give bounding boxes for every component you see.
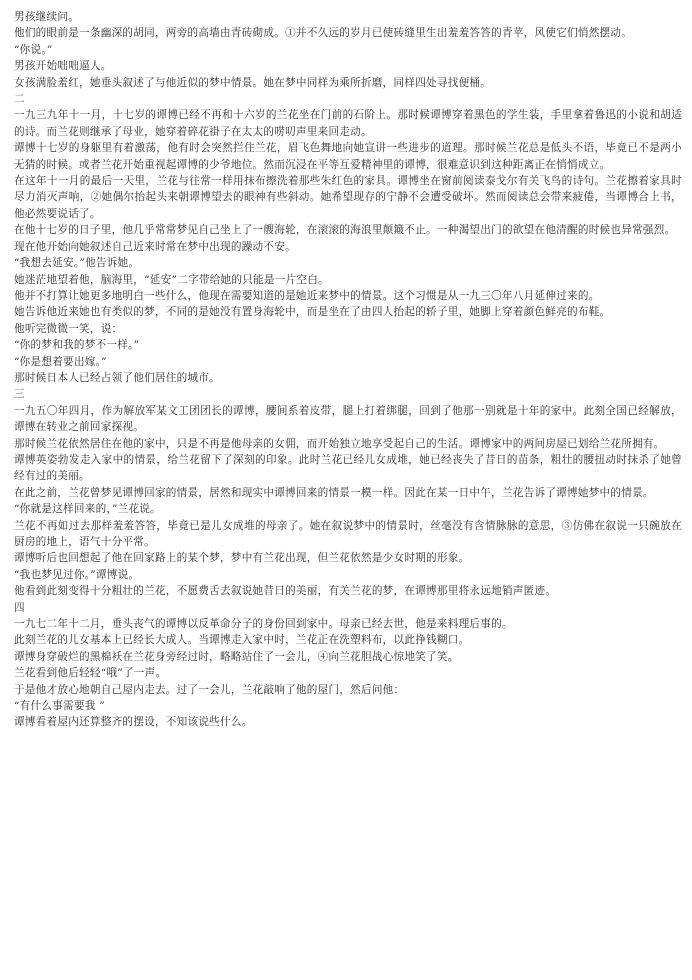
paragraph: 在这年十一月的最后一天里，兰花与往常一样用抹布擦洗着那些朱红色的家具。谭博坐在窗前阅读泰戈尔有关飞鸟的诗句。兰花擦着家具时尽力消灭声响，②她偶尔抬起头来朝谭博望去的眼神有些斜动。她希望现存的宁静不会遭受破坏。然而阅读总会带来疲倦，当谭博合上书，他必然要说话了。 bbox=[14, 175, 682, 220]
paragraph: 兰花看到他后轻轻“哦”了一声。 bbox=[14, 667, 167, 680]
paragraph: 此刻兰花的儿女基本上已经长大成人。当谭博走入家中时，兰花正在洗塑料布，以此挣钱糊口。 bbox=[14, 634, 470, 647]
paragraph: 一九七二年十二月，垂头丧气的谭博以反革命分子的身份回到家中。母亲已经去世，他是来料理后事的。 bbox=[14, 618, 513, 631]
paragraph: 现在他开始向她叙述自己近来时常在梦中出现的躁动不安。 bbox=[14, 240, 296, 253]
paragraph: 谭博英姿勃发走入家中的情景，给兰花留下了深刻的印象。此时兰花已经儿女成堆，她已经丧失了昔日的苗条，粗壮的腰扭动时抹杀了她曾经有过的美丽。 bbox=[14, 453, 682, 483]
paragraph: 她迷茫地望着他，脑海里，“延安”二字带给她的只能是一片空白。 bbox=[14, 273, 329, 286]
paragraph: 男孩开始咄咄逼人。 bbox=[14, 60, 112, 73]
document-body bbox=[14, 9, 682, 731]
paragraph: 那时候兰花依然居住在他的家中，只是不再是他母亲的女佣，而开始独立地享受起自己的生活。谭博家中的两间房屋已划给兰花所拥有。 bbox=[14, 437, 665, 450]
paragraph: 于是他才放心地朝自己屋内走去。过了一会儿，兰花敲响了他的屋门，然后问他： bbox=[14, 683, 405, 696]
section-number: 三 bbox=[14, 388, 25, 401]
paragraph: 在此之前，兰花曾梦见谭博回家的情景，居然和现实中谭博回来的情景一模一样。因此在某一日中午，兰花告诉了谭博她梦中的情景。 bbox=[14, 486, 654, 499]
paragraph: 那时候日本人已经占领了他们居住的城市。 bbox=[14, 371, 221, 384]
paragraph: 在他十七岁的日子里，他几乎常常梦见自己坐上了一艘海轮，在滚滚的海浪里颠簸不止。一种渴望出门的欲望在他清醒的时候也异常强烈。 bbox=[14, 224, 676, 237]
paragraph: 女孩满脸羞红，她垂头叙述了与他近似的梦中情景。她在梦中同样为乘所折磨，同样四处寻找便桶。 bbox=[14, 76, 492, 89]
paragraph: 兰花不再如过去那样羞羞答答，毕竟已是儿女成堆的母亲了。她在叙说梦中的情景时，丝毫没有含情脉脉的意思，③仿佛在叙说一只碗放在厨房的地上，语气十分平常。 bbox=[14, 519, 682, 548]
paragraph: “我也梦见过你。”谭博说。 bbox=[14, 568, 140, 581]
paragraph: “你是想着要出嫁。” bbox=[14, 355, 107, 368]
paragraph: 他们的眼前是一条幽深的胡同，两旁的高墙由青砖砌成。①并不久远的岁月已使砖缝里生出羞羞答答的青苹，风使它们悄然摆动。 bbox=[14, 27, 633, 40]
paragraph: “你的梦和我的梦不一样。” bbox=[14, 339, 140, 352]
paragraph: “有什么事需要我 ” bbox=[14, 700, 105, 713]
paragraph: 谭博十七岁的身躯里有着激荡，他有时会突然拦住兰花，眉飞色舞地向她宣讲一些进步的道理。那时候兰花总是低头不语，毕竟已不是两小无猜的时候。或者兰花开始重视起谭博的少爷地位。然而沉浸在平等互爱精神里的谭博，很难意识到这种距离正在悄悄成立。 bbox=[14, 142, 682, 171]
paragraph: 谭博身穿破烂的黑棉袄在兰花身旁经过时，略略站住了一会儿，④向兰花胆战心惊地笑了笑。 bbox=[14, 650, 459, 663]
paragraph: 谭博看着屋内还算整齐的摆设，不知该说些什么。 bbox=[14, 716, 253, 729]
paragraph: 一九三九年十一月，十七岁的谭博已经不再和十六岁的兰花坐在门前的石阶上。那时候谭博穿着黑色的学生装，手里拿着鲁迅的小说和胡适的诗。而兰花则继承了母业，她穿着碎花褂子在太太的唠叨声里来回走动。 bbox=[14, 109, 682, 138]
paragraph: 他并不打算让她更多地明白一些什么，他现在需要知道的是她近来梦中的情景。这个习惯是从一九三〇年八月延伸过来的。 bbox=[14, 289, 600, 302]
paragraph: 他听完微微一笑，说： bbox=[14, 322, 123, 335]
paragraph: 一九五〇年四月，作为解放军某文工团团长的谭博，腰间系着皮带，腿上打着绑腿，回到了他那一别就是十年的家中。此刻全国已经解放，谭博在转业之前回家探视。 bbox=[14, 404, 682, 434]
section-number: 四 bbox=[14, 601, 25, 614]
paragraph: 她告诉他近来她也有类似的梦，不同的是她没有置身海轮中，而是坐在了由四人抬起的轿子里，她脚上穿着颜色鲜亮的布鞋。 bbox=[14, 306, 611, 319]
paragraph: 谭博听后也回想起了他在回家路上的某个梦，梦中有兰花出现，但兰花依然是少女时期的形象。 bbox=[14, 552, 470, 565]
paragraph: “我想去延安。”他告诉她。 bbox=[14, 257, 140, 270]
paragraph: 他看到此刻变得十分粗壮的兰花，不愿费舌去叙说她昔日的美丽，有关兰花的梦，在谭博那里将永远地销声匿迹。 bbox=[14, 585, 557, 598]
paragraph: “你说。” bbox=[14, 43, 53, 56]
section-number: 二 bbox=[14, 93, 25, 106]
paragraph: 男孩继续问。 bbox=[14, 11, 80, 23]
paragraph: “你就是这样回来的，”兰花说。 bbox=[14, 503, 161, 516]
